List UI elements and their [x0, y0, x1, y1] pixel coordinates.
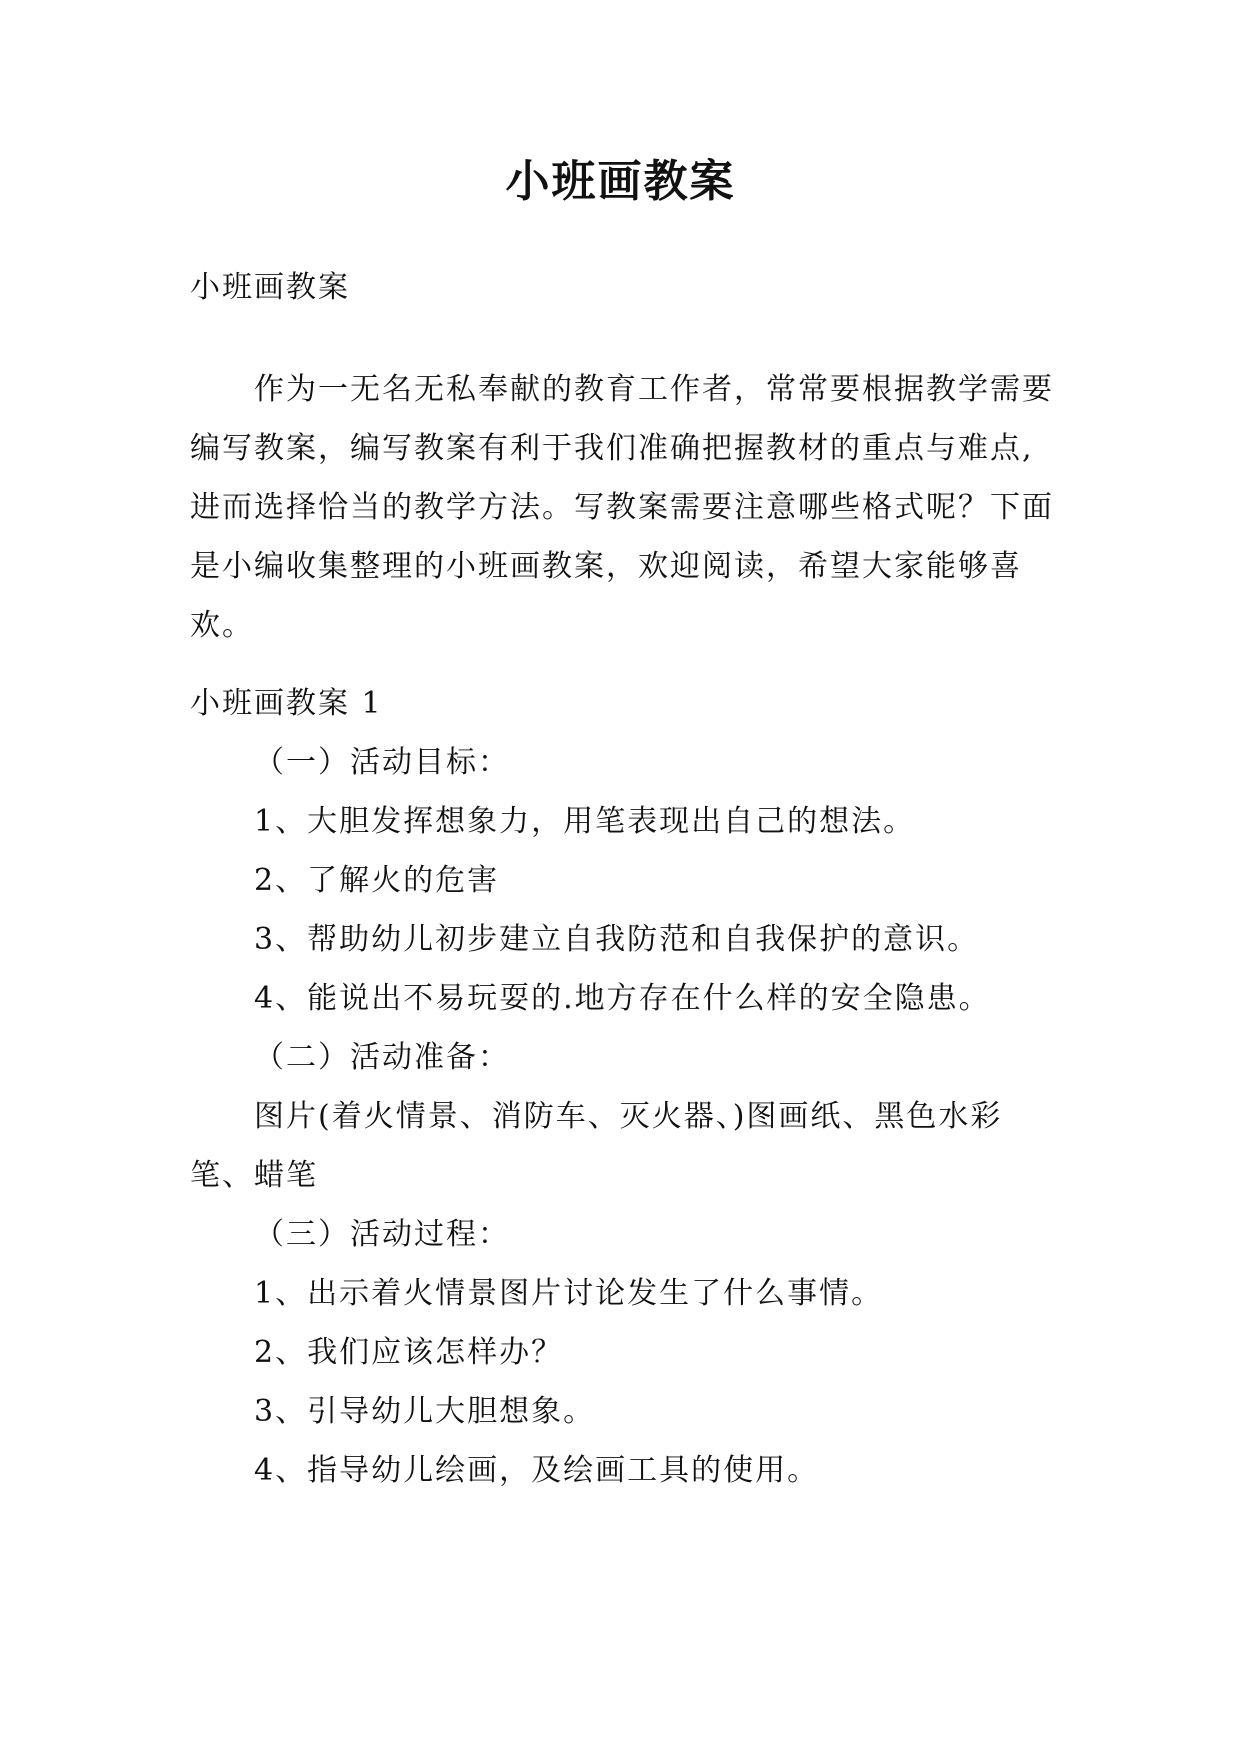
process-heading: （三）活动过程：: [254, 1217, 510, 1252]
process-item: 1、出示着火情景图片讨论发生了什么事情。: [254, 1276, 884, 1311]
document-title: 小班画教案: [505, 156, 736, 207]
section-1: [190, 674, 1070, 1500]
goal-item: 3、帮助幼儿初步建立自我防范和自我保护的意识。: [254, 922, 980, 957]
document-subtitle: 小班画教案: [190, 270, 350, 305]
document-subtitle-block: [190, 258, 1070, 317]
prep-text: 图片(着火情景、消防车、灭火器、)图画纸、黑色水彩笔、蜡笔: [190, 1099, 1003, 1193]
intro-paragraph: 作为一无名无私奉献的教育工作者，常常要根据教学需要编写教案，编写教案有利于我们准确把握教材的重点与难点,进而选择恰当的教学方法。写教案需要注意哪些格式呢？下面是小编收集整理的小班画教案，欢迎阅读，希望大家能够喜欢。: [190, 372, 1054, 643]
goal-item: 2、了解火的危害: [254, 863, 500, 898]
process-item: 4、指导幼儿绘画，及绘画工具的使用。: [254, 1453, 820, 1488]
section-heading: 小班画教案 1: [190, 686, 383, 721]
process-item: 3、引导幼儿大胆想象。: [254, 1394, 596, 1429]
intro-block: [190, 360, 1070, 655]
goals-heading: （一）活动目标：: [254, 745, 510, 780]
goal-item: 4、能说出不易玩耍的.地方存在什么样的安全隐患。: [254, 981, 991, 1016]
prep-heading: （二）活动准备：: [254, 1040, 510, 1075]
process-item: 2、我们应该怎样办？: [254, 1335, 564, 1370]
goal-item: 1、大胆发挥想象力，用笔表现出自己的想法。: [254, 804, 916, 839]
